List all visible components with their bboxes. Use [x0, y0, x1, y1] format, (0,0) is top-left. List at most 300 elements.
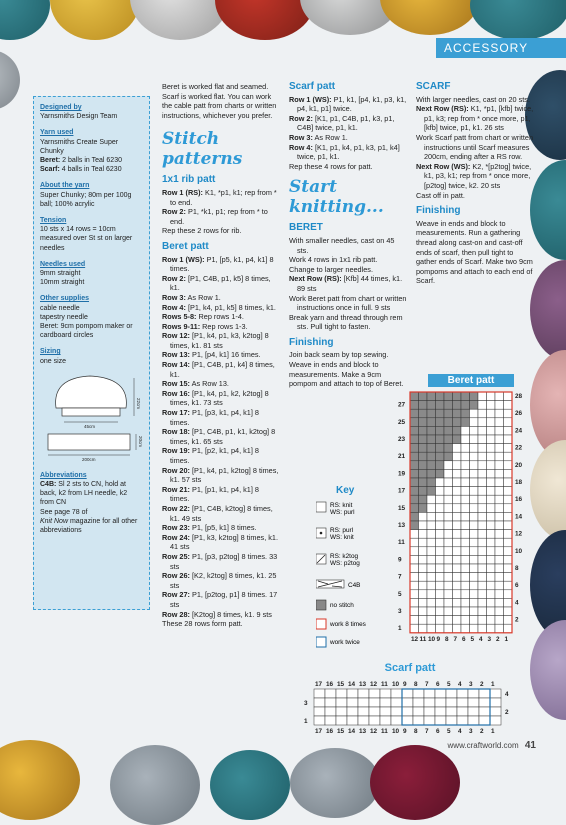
- beret-chart-cell: [461, 435, 470, 444]
- scarf-chart-cell: [413, 716, 424, 725]
- column-number: 10: [392, 681, 400, 688]
- column-number: 13: [359, 728, 367, 735]
- row-text: Cast off in patt.: [416, 190, 465, 200]
- beret-chart-cell: [495, 607, 504, 616]
- beret-chart-cell: [444, 590, 453, 599]
- beret-chart-cell: [419, 538, 428, 547]
- beret-chart-cell: [478, 418, 487, 427]
- scarf-chart-cell: [325, 716, 336, 725]
- beret-chart-cell: [504, 564, 513, 573]
- rib-instructions: [162, 188, 280, 236]
- row-text: [K1, p1, C4B, p1, k3, p1, C4B] twice, p1, k1.: [297, 113, 395, 133]
- row-text: P1, k1, [p4, k1, p3, k1, p4, k1, p1] twice.: [297, 94, 407, 114]
- scarf-chart-cell: [391, 716, 402, 725]
- rib-heading: 1x1 rib patt: [162, 174, 216, 186]
- instruction-row: [162, 255, 280, 274]
- beret-chart-cell: [436, 426, 445, 435]
- beret-patt-heading: Beret patt: [162, 240, 209, 252]
- column-number: 4: [479, 635, 483, 643]
- scarf-chart-cell: [314, 689, 325, 698]
- beret-chart-cell: [470, 461, 479, 470]
- beret-chart-cell: [444, 547, 453, 556]
- beret-chart-cell: [470, 581, 479, 590]
- row-number: 21: [398, 453, 406, 461]
- beret-chart-cell: [419, 495, 428, 504]
- row-text: K1, *p1, k1; rep from * to end.: [170, 187, 277, 207]
- column-number: 12: [370, 728, 378, 735]
- beret-chart-cell: [495, 452, 504, 461]
- beret-chart-cell: [495, 573, 504, 582]
- beret-chart-cell: [504, 487, 513, 496]
- beret-chart-cell: [427, 418, 436, 427]
- column-4: [416, 82, 534, 295]
- scarf-chart-cell: [380, 707, 391, 716]
- beret-chart-cell: [453, 452, 462, 461]
- sizing-heading: Sizing: [40, 348, 61, 356]
- needles-heading: Needles used: [40, 260, 86, 268]
- beret-chart-cell: [444, 573, 453, 582]
- column-number: 6: [436, 728, 440, 735]
- beret-chart-cell: [453, 435, 462, 444]
- scarf-patt-heading: Scarf patt: [289, 81, 336, 92]
- beret-chart-cell: [444, 409, 453, 418]
- beret-chart-cell: [478, 435, 487, 444]
- beret-chart-cell: [436, 564, 445, 573]
- beret-chart-cell: [427, 538, 436, 547]
- instruction-row: [162, 303, 280, 313]
- row-label: Row 2:: [162, 273, 186, 283]
- column-number: 5: [470, 635, 475, 643]
- row-label: Row 24:: [162, 532, 190, 542]
- beret-chart-cell: [427, 530, 436, 539]
- beret-chart-cell: [495, 426, 504, 435]
- value: Sl 2 sts to CN, hold at back, k2 from LH needle, k2 from CN: [40, 481, 128, 507]
- beret-chart-cell: [453, 547, 462, 556]
- instruction-row: [162, 226, 280, 236]
- beret-chart-cell: [495, 504, 504, 513]
- column-number: 7: [425, 728, 429, 735]
- column-number: 15: [337, 681, 345, 688]
- row-text: [P1, C4B, p1, k1, k2tog] 8 times, k1. 65 sts: [170, 427, 276, 446]
- beret-chart-cell: [495, 547, 504, 556]
- scarf-chart-cell: [479, 698, 490, 707]
- beret-chart-cell: [487, 435, 496, 444]
- row-number: 5: [398, 590, 402, 598]
- beret-chart-cell: [504, 495, 513, 504]
- column-number: 11: [381, 728, 388, 735]
- key-knit-1: RS: knit: [330, 502, 353, 509]
- instruction-row: [289, 265, 407, 275]
- beret-chart-cell: [419, 444, 428, 453]
- beret-chart-cell: [487, 624, 496, 633]
- column-2: [162, 82, 280, 629]
- column-number: 3: [469, 728, 473, 735]
- instruction-row: [416, 133, 534, 162]
- scarf-instructions: [416, 95, 534, 201]
- beret-chart-cell: [495, 444, 504, 453]
- beret-chart-cell: [410, 581, 419, 590]
- beret-chart: [396, 388, 536, 658]
- beret-chart-cell: [444, 555, 453, 564]
- beret-chart-cell: [487, 547, 496, 556]
- beret-chart-cell: [436, 624, 445, 633]
- row-text: [P1, k4, p1, k2, k2tog] 8 times, k1. 73 sts: [170, 388, 269, 408]
- beret-chart-cell: [495, 521, 504, 530]
- beret-chart-cell: [495, 624, 504, 633]
- scarf-chart-cell: [435, 707, 446, 716]
- beret-chart-cell: [478, 573, 487, 582]
- yarn-ball-image: [50, 0, 140, 40]
- instruction-row: [416, 104, 534, 133]
- beret-chart-cell: [410, 461, 419, 470]
- beret-chart-cell: [453, 461, 462, 470]
- scarf-chart-cell: [380, 698, 391, 707]
- yarn-used-text: Yarnsmiths Create Super Chunky: [40, 138, 119, 155]
- beret-chart-cell: [487, 461, 496, 470]
- beret-chart-cell: [487, 444, 496, 453]
- beret-chart-cell: [461, 418, 470, 427]
- scarf-chart-cell: [490, 716, 501, 725]
- column-number: 10: [428, 635, 436, 643]
- instruction-row: [162, 350, 280, 360]
- column-number: 10: [392, 728, 400, 735]
- beret-chart-cell: [444, 564, 453, 573]
- row-label: Rows 5-8:: [162, 312, 197, 322]
- beret-chart-cell: [504, 504, 513, 513]
- beret-chart-cell: [504, 452, 513, 461]
- scarf-width-dim: 200cm: [82, 456, 96, 462]
- supplies-2: tapestry needle: [40, 313, 88, 321]
- beret-chart-cell: [470, 478, 479, 487]
- beret-chart-cell: [427, 504, 436, 513]
- beret-chart-cell: [478, 461, 487, 470]
- row-label: Rows 9-11:: [162, 321, 201, 331]
- beret-chart-cell: [427, 521, 436, 530]
- row-text: P1, [p4, k1] 16 times.: [189, 350, 261, 360]
- beret-chart-cell: [427, 581, 436, 590]
- yarn-ball-image: [110, 745, 200, 825]
- column-number: 6: [436, 681, 440, 688]
- info-sidebar: [33, 96, 150, 610]
- column-number: 8: [445, 635, 449, 643]
- yarn-ball-image: [290, 748, 380, 818]
- beret-chart-cell: [427, 607, 436, 616]
- key-work-twice: work twice: [330, 639, 360, 646]
- scarf-chart-cell: [413, 707, 424, 716]
- key-work-8-times: work 8 times: [330, 621, 366, 628]
- beret-chart-cell: [444, 530, 453, 539]
- beret-chart-cell: [495, 461, 504, 470]
- instruction-row: [162, 523, 280, 533]
- row-number: 2: [505, 709, 509, 716]
- instruction-row: [289, 236, 407, 255]
- row-label: Row 27:: [162, 590, 190, 600]
- beret-chart-cell: [478, 530, 487, 539]
- row-label: Next Row (WS):: [416, 161, 471, 171]
- beret-chart-cell: [436, 478, 445, 487]
- beret-chart-cell: [495, 409, 504, 418]
- scarf-chart-cell: [347, 707, 358, 716]
- scarf-chart-cell: [336, 698, 347, 707]
- beret-chart-cell: [470, 435, 479, 444]
- scarf-chart-cell: [413, 698, 424, 707]
- row-label: Row 19:: [162, 446, 190, 456]
- beret-chart-cell: [487, 452, 496, 461]
- beret-chart-cell: [504, 478, 513, 487]
- beret-chart-cell: [495, 435, 504, 444]
- scarf-chart-cell: [380, 689, 391, 698]
- scarf-chart-cell: [358, 698, 369, 707]
- row-label: Row 23:: [162, 523, 190, 533]
- row-label: Row 2:: [162, 207, 186, 217]
- beret-chart-cell: [461, 504, 470, 513]
- beret-chart-cell: [461, 607, 470, 616]
- yarn-ball-image: [380, 0, 480, 35]
- beret-chart-cell: [444, 598, 453, 607]
- beret-chart-cell: [410, 444, 419, 453]
- beret-band: [62, 408, 120, 416]
- beret-chart-cell: [495, 478, 504, 487]
- beret-chart-cell: [419, 564, 428, 573]
- scarf-heading: SCARF: [416, 81, 451, 92]
- website-url[interactable]: www.craftworld.com: [447, 741, 519, 750]
- column-number: 14: [348, 681, 356, 688]
- column-number: 17: [315, 728, 323, 735]
- beret-chart-cell: [504, 624, 513, 633]
- row-number: 22: [515, 444, 523, 452]
- beret-chart-cell: [470, 469, 479, 478]
- beret-chart-cell: [453, 504, 462, 513]
- scarf-chart-cell: [424, 689, 435, 698]
- beret-chart-cell: [495, 581, 504, 590]
- row-text: As Row 1.: [185, 292, 221, 302]
- beret-chart-cell: [410, 555, 419, 564]
- row-text: [K2tog] 8 times, k1. 9 sts: [189, 609, 272, 619]
- beret-chart-cell: [427, 555, 436, 564]
- yarn-beret-line: [40, 156, 143, 165]
- beret-chart-cell: [444, 581, 453, 590]
- value: 4 balls in Teal 6230: [59, 166, 122, 174]
- scarf-chart-cell: [490, 689, 501, 698]
- beret-chart-cell: [444, 616, 453, 625]
- beret-chart-cell: [487, 504, 496, 513]
- scarf-chart-cell: [435, 698, 446, 707]
- beret-chart-cell: [436, 401, 445, 410]
- beret-chart-cell: [461, 495, 470, 504]
- beret-chart-cell: [487, 512, 496, 521]
- instruction-row: [289, 162, 407, 172]
- row-label: Row 12:: [162, 331, 190, 341]
- beret-heading: BERET: [289, 222, 323, 234]
- scarf-chart-cell: [457, 716, 468, 725]
- beret-chart-cell: [419, 435, 428, 444]
- beret-chart-cell: [410, 401, 419, 410]
- row-text: Work Beret patt from chart or written instructions once in full. 9 sts: [289, 293, 407, 313]
- column-number: 16: [326, 728, 334, 735]
- beret-chart-cell: [419, 504, 428, 513]
- beret-chart-cell: [478, 452, 487, 461]
- beret-chart-cell: [461, 452, 470, 461]
- beret-chart-cell: [487, 469, 496, 478]
- scarf-chart-cell: [402, 716, 413, 725]
- row-label: Row 2:: [289, 113, 313, 123]
- row-label: Row 18:: [162, 427, 190, 437]
- beret-chart-cell: [436, 435, 445, 444]
- key-purl-2: WS: knit: [330, 534, 354, 541]
- scarf-chart-cell: [336, 689, 347, 698]
- scarf-chart-cell: [457, 698, 468, 707]
- row-number: 7: [398, 573, 402, 581]
- beret-chart-cell: [453, 426, 462, 435]
- beret-chart-cell: [436, 495, 445, 504]
- scarf-chart-cell: [402, 707, 413, 716]
- about-yarn-heading: About the yarn: [40, 182, 90, 190]
- scarf-chart-cell: [479, 716, 490, 725]
- scarf-chart-cell: [369, 707, 380, 716]
- beret-chart-cell: [436, 598, 445, 607]
- beret-chart-cell: [487, 616, 496, 625]
- scarf-chart-cell: [358, 707, 369, 716]
- label: Scarf:: [40, 166, 60, 174]
- beret-chart-cell: [427, 624, 436, 633]
- row-label: Row 3:: [289, 132, 313, 142]
- beret-chart-cell: [461, 478, 470, 487]
- row-number: 11: [398, 539, 405, 547]
- yarn-ball-image: [210, 750, 290, 820]
- instruction-row: [289, 313, 407, 332]
- beret-chart-cell: [453, 487, 462, 496]
- beret-chart-cell: [410, 521, 419, 530]
- beret-chart-cell: [461, 512, 470, 521]
- beret-chart-cell: [504, 512, 513, 521]
- scarf-chart-cell: [325, 707, 336, 716]
- beret-chart-cell: [427, 444, 436, 453]
- intro-text: Beret is worked flat and seamed. Scarf is worked flat. You can work the cable patt from charts or written instructions, whichever you prefer.: [162, 82, 277, 120]
- beret-chart-cell: [453, 598, 462, 607]
- beret-chart-cell: [419, 598, 428, 607]
- row-number: 12: [515, 530, 523, 538]
- column-number: 3: [487, 635, 492, 643]
- beret-chart-cell: [487, 487, 496, 496]
- row-label: Row 17:: [162, 408, 190, 418]
- beret-chart-cell: [478, 564, 487, 573]
- beret-chart-cell: [427, 564, 436, 573]
- column-3: [289, 82, 407, 398]
- beret-chart-cell: [461, 581, 470, 590]
- beret-chart-cell: [427, 487, 436, 496]
- beret-chart-cell: [478, 401, 487, 410]
- scarf-chart-cell: [424, 716, 435, 725]
- beret-chart-cell: [444, 521, 453, 530]
- row-label: Row 4:: [162, 302, 186, 312]
- row-label: Row 14:: [162, 360, 190, 370]
- row-label: Row 1 (WS):: [162, 254, 205, 264]
- beret-chart-cell: [461, 461, 470, 470]
- row-number: 16: [515, 496, 523, 504]
- column-number: 17: [315, 681, 323, 688]
- beret-chart-cell: [419, 581, 428, 590]
- row-text: [P1, C4B, p1, k5] 8 times, k1.: [170, 273, 271, 293]
- scarf-chart-cell: [391, 689, 402, 698]
- row-text: Rep rows 1-3.: [200, 321, 248, 331]
- row-text: [K2, k2tog] 8 times, k1. 25 sts: [170, 571, 277, 590]
- beret-chart-cell: [444, 495, 453, 504]
- scarf-shape: [48, 434, 130, 450]
- scarf-chart-cell: [457, 689, 468, 698]
- row-text: As Row 1.: [312, 132, 348, 142]
- beret-chart-cell: [461, 590, 470, 599]
- beret-chart-cell: [436, 538, 445, 547]
- tension-heading: Tension: [40, 217, 67, 225]
- row-text: [Kfb] 44 times, k1. 89 sts: [297, 274, 403, 293]
- beret-chart-cell: [436, 521, 445, 530]
- beret-chart-cell: [470, 530, 479, 539]
- beret-chart-cell: [470, 418, 479, 427]
- beret-height-dim: 22cm: [136, 397, 141, 409]
- instruction-row: [162, 610, 280, 620]
- row-text: [P1, k4, p1, k2tog] 8 times, k1. 57 sts: [170, 465, 279, 485]
- column-number: 7: [425, 681, 429, 688]
- scarf-chart-cell: [314, 707, 325, 716]
- beret-chart-cell: [453, 581, 462, 590]
- value: 2 balls in Teal 6230: [60, 157, 122, 165]
- row-label: Row 1 (WS):: [289, 94, 332, 104]
- instruction-row: [289, 294, 407, 313]
- beret-chart-cell: [436, 530, 445, 539]
- beret-chart-cell: [427, 401, 436, 410]
- row-text: K2, *[p2tog] twice, k1, p3, k1; rep from * once more, [p2tog] twice, k2. 20 sts: [424, 161, 532, 190]
- scarf-chart-cell: [358, 716, 369, 725]
- beret-chart-cell: [478, 521, 487, 530]
- scarf-chart-cell: [347, 689, 358, 698]
- beret-chart-cell: [444, 444, 453, 453]
- instruction-row: [289, 133, 407, 143]
- beret-chart-cell: [478, 547, 487, 556]
- beret-chart-cell: [444, 435, 453, 444]
- instruction-row: [162, 552, 280, 571]
- instruction-row: [162, 331, 280, 350]
- row-number: 28: [515, 393, 523, 400]
- scarf-patt-instructions: [289, 95, 407, 172]
- beret-chart-cell: [427, 512, 436, 521]
- beret-chart-cell: [461, 573, 470, 582]
- row-number: 3: [398, 608, 402, 615]
- beret-chart-cell: [461, 598, 470, 607]
- beret-chart-cell: [419, 607, 428, 616]
- beret-chart-cell: [487, 598, 496, 607]
- instruction-row: [162, 571, 280, 590]
- beret-chart-cell: [504, 607, 513, 616]
- beret-chart-cell: [470, 504, 479, 513]
- row-text: P1, [p1, k1, p4, k1] 8 times.: [170, 484, 259, 504]
- yarn-ball-image: [0, 0, 50, 40]
- beret-chart-cell: [470, 521, 479, 530]
- row-text: These 28 rows form patt.: [162, 619, 243, 629]
- chart-key: [316, 500, 406, 650]
- instruction-row: [162, 312, 280, 322]
- beret-chart-cell: [504, 461, 513, 470]
- beret-chart-cell: [436, 418, 445, 427]
- beret-chart-cell: [453, 444, 462, 453]
- beret-shape: [56, 376, 127, 408]
- beret-chart-cell: [495, 392, 504, 401]
- scarf-chart-cell: [435, 689, 446, 698]
- column-number: 14: [348, 728, 356, 735]
- row-text: K1, *p1, [kfb] twice, p1, k3; rep from * once more, p1, [kfb] twice, p1, k1. 26 sts: [424, 104, 534, 133]
- designed-by-text: Yarnsmiths Design Team: [40, 113, 118, 121]
- scarf-chart-cell: [402, 698, 413, 707]
- beret-instructions: [289, 236, 407, 332]
